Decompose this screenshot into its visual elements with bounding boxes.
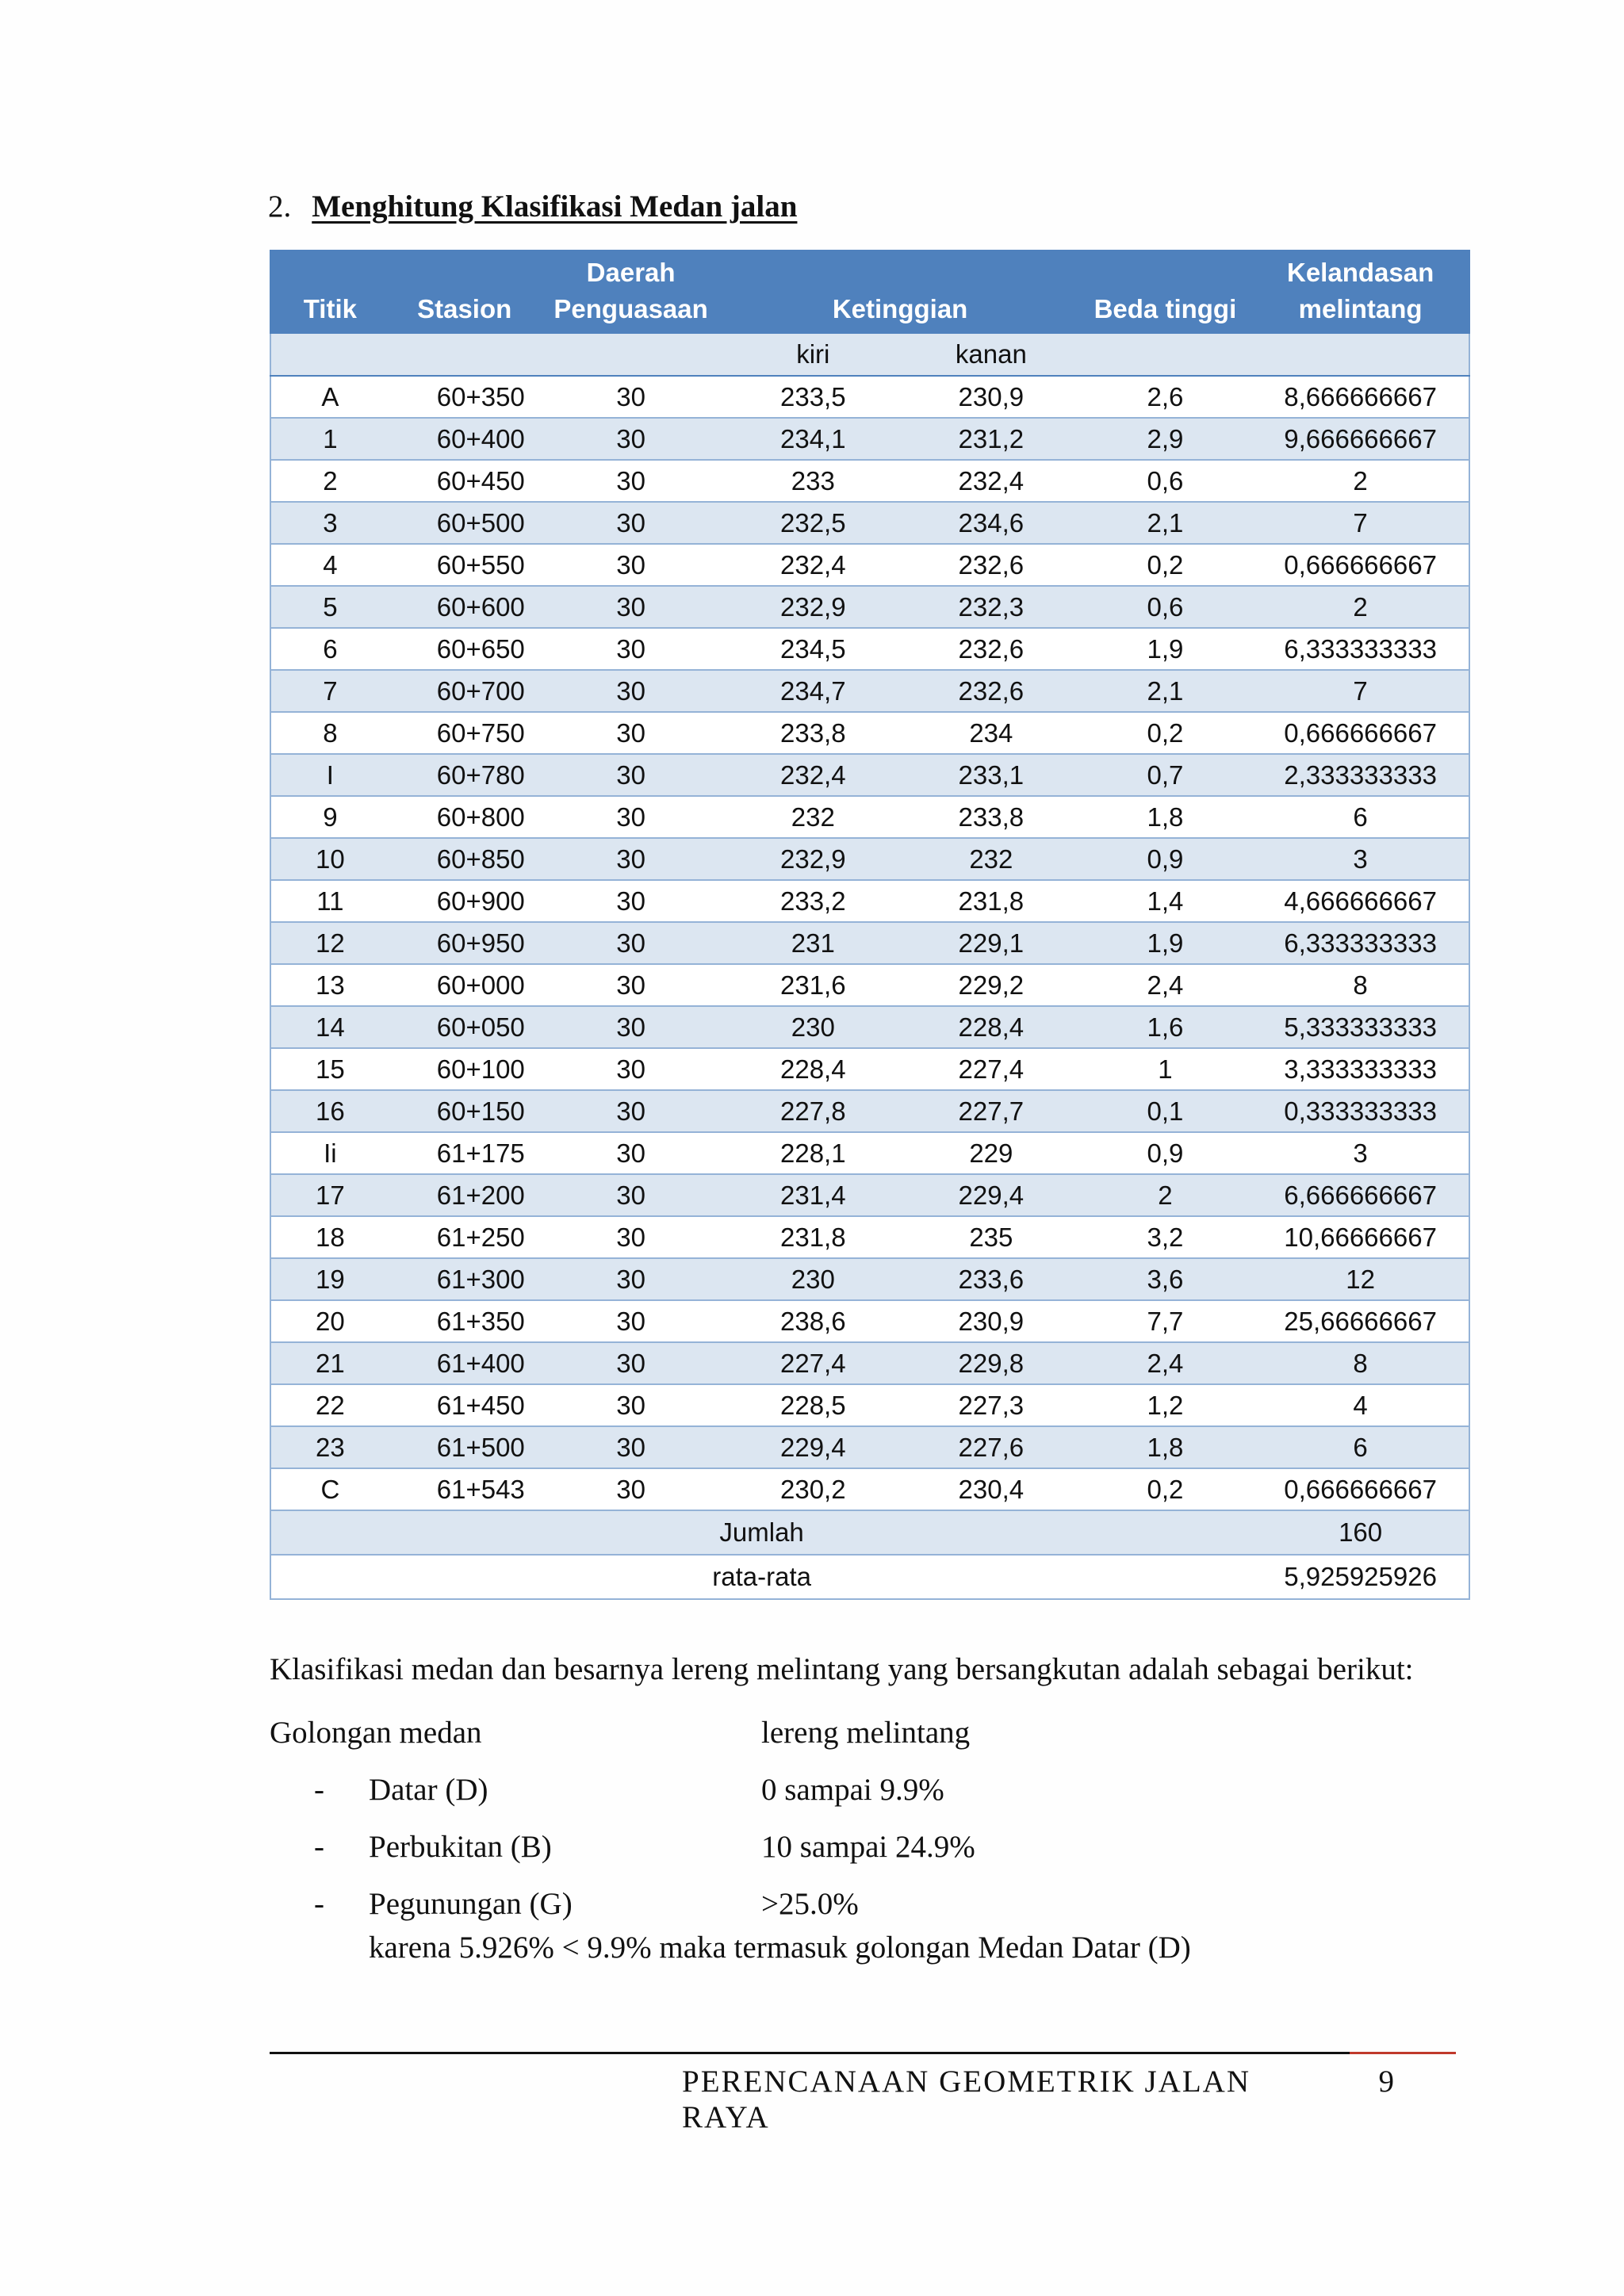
cell-daerah-penguasaan: 30: [540, 712, 722, 754]
rata-rata-value: 5,925925926: [1252, 1555, 1469, 1599]
cell-titik: A: [270, 376, 389, 418]
cell-stasion: 60+400: [389, 418, 540, 460]
cell-ketinggian-kiri: 231,8: [722, 1216, 905, 1258]
cell-stasion: 60+150: [389, 1090, 540, 1132]
jumlah-value: 160: [1252, 1510, 1469, 1555]
cell-ketinggian-kiri: 230: [722, 1006, 905, 1048]
table-row: [270, 1216, 1469, 1258]
cell-titik: 6: [270, 628, 389, 670]
cell-daerah-penguasaan: 30: [540, 544, 722, 586]
slope-range: 0 sampai 9.9%: [761, 1773, 944, 1807]
cell-ketinggian-kanan: 233,1: [904, 754, 1078, 796]
cell-kelandasan-melintang: 9,666666667: [1252, 418, 1469, 460]
cell-beda-tinggi: 1,9: [1078, 922, 1253, 964]
cell-ketinggian-kiri: 227,4: [722, 1342, 905, 1384]
terrain-name: Datar (D): [369, 1773, 488, 1807]
rata-rata-row: [270, 1555, 1469, 1599]
cell-titik: 2: [270, 460, 389, 502]
cell-stasion: 61+543: [389, 1468, 540, 1510]
cell-ketinggian-kanan: 231,8: [904, 880, 1078, 922]
cell-titik: 20: [270, 1300, 389, 1342]
cell-stasion: 60+450: [389, 460, 540, 502]
cell-titik: 10: [270, 838, 389, 880]
cell-beda-tinggi: 2,4: [1078, 1342, 1253, 1384]
cell-daerah-penguasaan: 30: [540, 586, 722, 628]
cell-titik: I: [270, 754, 389, 796]
cell-daerah-penguasaan: 30: [540, 1258, 722, 1300]
cell-ketinggian-kiri: 231,4: [722, 1174, 905, 1216]
cell-stasion: 60+500: [389, 502, 540, 544]
header-stasion: Stasion: [389, 251, 540, 333]
classification-list: [270, 1705, 975, 1933]
cell-ketinggian-kiri: 231: [722, 922, 905, 964]
header-daerah-penguasaan: Daerah Penguasaan: [540, 251, 722, 333]
cell-kelandasan-melintang: 6,666666667: [1252, 1174, 1469, 1216]
cell-titik: 5: [270, 586, 389, 628]
section-title: Menghitung Klasifikasi Medan jalan: [312, 189, 798, 224]
table-row: [270, 754, 1469, 796]
subheader-kanan: kanan: [904, 333, 1078, 376]
cell-kelandasan-melintang: 8,666666667: [1252, 376, 1469, 418]
cell-daerah-penguasaan: 30: [540, 754, 722, 796]
cell-beda-tinggi: 0,2: [1078, 712, 1253, 754]
cell-daerah-penguasaan: 30: [540, 880, 722, 922]
cell-beda-tinggi: 1: [1078, 1048, 1253, 1090]
cell-daerah-penguasaan: 30: [540, 1426, 722, 1468]
cell-kelandasan-melintang: 8: [1252, 964, 1469, 1006]
table-row: [270, 1468, 1469, 1510]
table-row: [270, 838, 1469, 880]
cell-ketinggian-kanan: 229: [904, 1132, 1078, 1174]
table-row: [270, 1090, 1469, 1132]
cell-daerah-penguasaan: 30: [540, 628, 722, 670]
table-row: [270, 1006, 1469, 1048]
cell-daerah-penguasaan: 30: [540, 1468, 722, 1510]
cell-titik: 11: [270, 880, 389, 922]
cell-ketinggian-kiri: 238,6: [722, 1300, 905, 1342]
list-dash: -: [314, 1830, 324, 1864]
cell-ketinggian-kiri: 228,1: [722, 1132, 905, 1174]
cell-stasion: 61+500: [389, 1426, 540, 1468]
cell-ketinggian-kiri: 228,5: [722, 1384, 905, 1426]
header-titik: Titik: [270, 251, 389, 333]
table-row: [270, 712, 1469, 754]
rata-rata-label: rata-rata: [270, 1555, 1252, 1599]
page-number: 9: [1378, 2064, 1396, 2099]
cell-ketinggian-kiri: 233: [722, 460, 905, 502]
cell-ketinggian-kanan: 227,4: [904, 1048, 1078, 1090]
table-row: [270, 544, 1469, 586]
cell-titik: 12: [270, 922, 389, 964]
table-row: [270, 502, 1469, 544]
cell-kelandasan-melintang: 2: [1252, 460, 1469, 502]
cell-ketinggian-kanan: 233,6: [904, 1258, 1078, 1300]
section-heading: [268, 189, 797, 224]
header-beda-tinggi: Beda tinggi: [1078, 251, 1253, 333]
golongan-medan-heading: Golongan medan: [270, 1716, 482, 1750]
cell-ketinggian-kanan: 230,9: [904, 376, 1078, 418]
cell-kelandasan-melintang: 12: [1252, 1258, 1469, 1300]
cell-titik: 21: [270, 1342, 389, 1384]
cell-titik: 9: [270, 796, 389, 838]
cell-ketinggian-kanan: 232,4: [904, 460, 1078, 502]
cell-titik: 22: [270, 1384, 389, 1426]
header-kelandasan-melintang: Kelandasan melintang: [1252, 251, 1469, 333]
cell-ketinggian-kiri: 232,9: [722, 586, 905, 628]
jumlah-row: [270, 1510, 1469, 1555]
cell-ketinggian-kiri: 232: [722, 796, 905, 838]
cell-titik: Ii: [270, 1132, 389, 1174]
cell-beda-tinggi: 3,2: [1078, 1216, 1253, 1258]
cell-ketinggian-kanan: 232: [904, 838, 1078, 880]
table-row: [270, 1132, 1469, 1174]
cell-kelandasan-melintang: 3,333333333: [1252, 1048, 1469, 1090]
table-row: [270, 1048, 1469, 1090]
cell-stasion: 61+175: [389, 1132, 540, 1174]
cell-beda-tinggi: 2,4: [1078, 964, 1253, 1006]
cell-ketinggian-kiri: 232,4: [722, 754, 905, 796]
cell-ketinggian-kanan: 229,8: [904, 1342, 1078, 1384]
cell-stasion: 61+300: [389, 1258, 540, 1300]
cell-ketinggian-kiri: 230,2: [722, 1468, 905, 1510]
cell-stasion: 60+850: [389, 838, 540, 880]
cell-beda-tinggi: 2,6: [1078, 376, 1253, 418]
list-item: [270, 1819, 975, 1876]
cell-titik: 19: [270, 1258, 389, 1300]
cell-daerah-penguasaan: 30: [540, 838, 722, 880]
cell-titik: 4: [270, 544, 389, 586]
cell-ketinggian-kanan: 229,2: [904, 964, 1078, 1006]
cell-kelandasan-melintang: 7: [1252, 670, 1469, 712]
cell-ketinggian-kiri: 230: [722, 1258, 905, 1300]
cell-beda-tinggi: 0,6: [1078, 586, 1253, 628]
cell-ketinggian-kiri: 228,4: [722, 1048, 905, 1090]
footer-title: PERENCANAAN GEOMETRIK JALAN RAYA: [682, 2064, 1251, 2134]
cell-ketinggian-kanan: 227,7: [904, 1090, 1078, 1132]
cell-kelandasan-melintang: 3: [1252, 838, 1469, 880]
cell-beda-tinggi: 0,2: [1078, 544, 1253, 586]
cell-beda-tinggi: 0,9: [1078, 1132, 1253, 1174]
cell-daerah-penguasaan: 30: [540, 964, 722, 1006]
section-number: 2.: [268, 189, 292, 224]
page-footer: [682, 2064, 1396, 2135]
cell-ketinggian-kanan: 234: [904, 712, 1078, 754]
cell-ketinggian-kanan: 235: [904, 1216, 1078, 1258]
cell-beda-tinggi: 7,7: [1078, 1300, 1253, 1342]
cell-daerah-penguasaan: 30: [540, 1174, 722, 1216]
cell-stasion: 60+050: [389, 1006, 540, 1048]
cell-beda-tinggi: 2: [1078, 1174, 1253, 1216]
cell-ketinggian-kanan: 227,6: [904, 1426, 1078, 1468]
cell-daerah-penguasaan: 30: [540, 418, 722, 460]
cell-kelandasan-melintang: 8: [1252, 1342, 1469, 1384]
cell-ketinggian-kiri: 232,5: [722, 502, 905, 544]
intro-paragraph: Klasifikasi medan dan besarnya lereng melintang yang bersangkutan adalah sebagai berikut:: [270, 1652, 1414, 1686]
table-row: [270, 1300, 1469, 1342]
cell-beda-tinggi: 1,6: [1078, 1006, 1253, 1048]
table-row: [270, 1174, 1469, 1216]
list-dash: -: [314, 1773, 324, 1807]
cell-stasion: 60+900: [389, 880, 540, 922]
footer-rule: [270, 2052, 1350, 2054]
cell-stasion: 60+650: [389, 628, 540, 670]
cell-titik: 23: [270, 1426, 389, 1468]
cell-beda-tinggi: 0,2: [1078, 1468, 1253, 1510]
table-row: [270, 1426, 1469, 1468]
cell-beda-tinggi: 1,8: [1078, 796, 1253, 838]
cell-kelandasan-melintang: 0,666666667: [1252, 1468, 1469, 1510]
table-row: [270, 922, 1469, 964]
cell-kelandasan-melintang: 6: [1252, 796, 1469, 838]
jumlah-label: Jumlah: [270, 1510, 1252, 1555]
conclusion-text: karena 5.926% < 9.9% maka termasuk golongan Medan Datar (D): [369, 1931, 1191, 1965]
cell-stasion: 60+700: [389, 670, 540, 712]
table-row: [270, 418, 1469, 460]
cell-titik: 17: [270, 1174, 389, 1216]
lereng-melintang-heading: lereng melintang: [761, 1716, 971, 1750]
cell-daerah-penguasaan: 30: [540, 1342, 722, 1384]
table-row: [270, 670, 1469, 712]
cell-ketinggian-kanan: 233,8: [904, 796, 1078, 838]
cell-kelandasan-melintang: 2,333333333: [1252, 754, 1469, 796]
table-row: [270, 1384, 1469, 1426]
cell-daerah-penguasaan: 30: [540, 1132, 722, 1174]
cell-ketinggian-kanan: 227,3: [904, 1384, 1078, 1426]
cell-ketinggian-kiri: 233,5: [722, 376, 905, 418]
cell-kelandasan-melintang: 10,66666667: [1252, 1216, 1469, 1258]
cell-ketinggian-kiri: 233,2: [722, 880, 905, 922]
cell-ketinggian-kiri: 233,8: [722, 712, 905, 754]
cell-beda-tinggi: 2,9: [1078, 418, 1253, 460]
terrain-name: Pegunungan (G): [369, 1887, 573, 1921]
cell-kelandasan-melintang: 25,66666667: [1252, 1300, 1469, 1342]
cell-daerah-penguasaan: 30: [540, 1090, 722, 1132]
cell-ketinggian-kanan: 234,6: [904, 502, 1078, 544]
cell-ketinggian-kanan: 228,4: [904, 1006, 1078, 1048]
cell-kelandasan-melintang: 3: [1252, 1132, 1469, 1174]
cell-daerah-penguasaan: 30: [540, 796, 722, 838]
header-ketinggian: Ketinggian: [722, 251, 1078, 333]
cell-beda-tinggi: 0,7: [1078, 754, 1253, 796]
terrain-name: Perbukitan (B): [369, 1830, 552, 1864]
cell-titik: C: [270, 1468, 389, 1510]
list-item: [270, 1876, 975, 1933]
list-item: [270, 1762, 975, 1819]
table-row: [270, 628, 1469, 670]
cell-daerah-penguasaan: 30: [540, 376, 722, 418]
cell-stasion: 60+000: [389, 964, 540, 1006]
table-row: [270, 1258, 1469, 1300]
cell-stasion: 60+800: [389, 796, 540, 838]
cell-stasion: 61+400: [389, 1342, 540, 1384]
cell-stasion: 60+550: [389, 544, 540, 586]
slope-range: 10 sampai 24.9%: [761, 1830, 975, 1864]
table-row: [270, 796, 1469, 838]
cell-titik: 15: [270, 1048, 389, 1090]
cell-stasion: 61+200: [389, 1174, 540, 1216]
cell-stasion: 60+950: [389, 922, 540, 964]
cell-ketinggian-kiri: 234,5: [722, 628, 905, 670]
cell-titik: 3: [270, 502, 389, 544]
cell-daerah-penguasaan: 30: [540, 502, 722, 544]
cell-stasion: 60+350: [389, 376, 540, 418]
table-row: [270, 586, 1469, 628]
cell-daerah-penguasaan: 30: [540, 1216, 722, 1258]
table-row: [270, 460, 1469, 502]
cell-beda-tinggi: 3,6: [1078, 1258, 1253, 1300]
cell-kelandasan-melintang: 0,333333333: [1252, 1090, 1469, 1132]
table-header-row: [270, 251, 1469, 333]
cell-ketinggian-kanan: 232,6: [904, 670, 1078, 712]
cell-ketinggian-kanan: 230,9: [904, 1300, 1078, 1342]
cell-titik: 18: [270, 1216, 389, 1258]
cell-ketinggian-kanan: 231,2: [904, 418, 1078, 460]
cell-kelandasan-melintang: 0,666666667: [1252, 712, 1469, 754]
cell-kelandasan-melintang: 6,333333333: [1252, 922, 1469, 964]
list-dash: -: [314, 1887, 324, 1921]
cell-titik: 1: [270, 418, 389, 460]
cell-stasion: 60+100: [389, 1048, 540, 1090]
cell-titik: 16: [270, 1090, 389, 1132]
cell-daerah-penguasaan: 30: [540, 1006, 722, 1048]
cell-titik: 8: [270, 712, 389, 754]
cell-ketinggian-kanan: 232,6: [904, 544, 1078, 586]
cell-beda-tinggi: 1,4: [1078, 880, 1253, 922]
cell-ketinggian-kiri: 234,1: [722, 418, 905, 460]
cell-kelandasan-melintang: 4: [1252, 1384, 1469, 1426]
cell-ketinggian-kanan: 232,3: [904, 586, 1078, 628]
cell-ketinggian-kiri: 231,6: [722, 964, 905, 1006]
cell-beda-tinggi: 2,1: [1078, 670, 1253, 712]
table-subheader-row: [270, 333, 1469, 376]
cell-beda-tinggi: 1,2: [1078, 1384, 1253, 1426]
cell-kelandasan-melintang: 6,333333333: [1252, 628, 1469, 670]
cell-beda-tinggi: 2,1: [1078, 502, 1253, 544]
cell-kelandasan-melintang: 0,666666667: [1252, 544, 1469, 586]
cell-stasion: 60+750: [389, 712, 540, 754]
cell-ketinggian-kanan: 232,6: [904, 628, 1078, 670]
cell-stasion: 61+450: [389, 1384, 540, 1426]
table-row: [270, 1342, 1469, 1384]
cell-stasion: 60+600: [389, 586, 540, 628]
cell-ketinggian-kiri: 232,9: [722, 838, 905, 880]
cell-kelandasan-melintang: 2: [1252, 586, 1469, 628]
cell-titik: 7: [270, 670, 389, 712]
footer-accent-rule: [1350, 2052, 1456, 2054]
table-row: [270, 880, 1469, 922]
cell-beda-tinggi: 1,9: [1078, 628, 1253, 670]
list-heading-row: [270, 1705, 975, 1762]
cell-ketinggian-kanan: 229,1: [904, 922, 1078, 964]
table-row: [270, 964, 1469, 1006]
cell-beda-tinggi: 1,8: [1078, 1426, 1253, 1468]
cell-beda-tinggi: 0,9: [1078, 838, 1253, 880]
subheader-kiri: kiri: [722, 333, 905, 376]
cell-ketinggian-kiri: 227,8: [722, 1090, 905, 1132]
cell-beda-tinggi: 0,1: [1078, 1090, 1253, 1132]
cell-daerah-penguasaan: 30: [540, 460, 722, 502]
cell-stasion: 61+350: [389, 1300, 540, 1342]
cell-kelandasan-melintang: 7: [1252, 502, 1469, 544]
cell-daerah-penguasaan: 30: [540, 1300, 722, 1342]
terrain-classification-table: [270, 250, 1470, 1600]
cell-ketinggian-kiri: 229,4: [722, 1426, 905, 1468]
slope-range: >25.0%: [761, 1887, 859, 1921]
cell-titik: 14: [270, 1006, 389, 1048]
cell-beda-tinggi: 0,6: [1078, 460, 1253, 502]
cell-daerah-penguasaan: 30: [540, 1048, 722, 1090]
table-row: [270, 376, 1469, 418]
cell-ketinggian-kiri: 232,4: [722, 544, 905, 586]
cell-kelandasan-melintang: 6: [1252, 1426, 1469, 1468]
table-body: [270, 376, 1469, 1510]
cell-stasion: 61+250: [389, 1216, 540, 1258]
cell-daerah-penguasaan: 30: [540, 670, 722, 712]
cell-ketinggian-kiri: 234,7: [722, 670, 905, 712]
cell-ketinggian-kanan: 229,4: [904, 1174, 1078, 1216]
cell-kelandasan-melintang: 4,666666667: [1252, 880, 1469, 922]
cell-ketinggian-kanan: 230,4: [904, 1468, 1078, 1510]
cell-stasion: 60+780: [389, 754, 540, 796]
cell-daerah-penguasaan: 30: [540, 1384, 722, 1426]
cell-titik: 13: [270, 964, 389, 1006]
cell-daerah-penguasaan: 30: [540, 922, 722, 964]
cell-kelandasan-melintang: 5,333333333: [1252, 1006, 1469, 1048]
